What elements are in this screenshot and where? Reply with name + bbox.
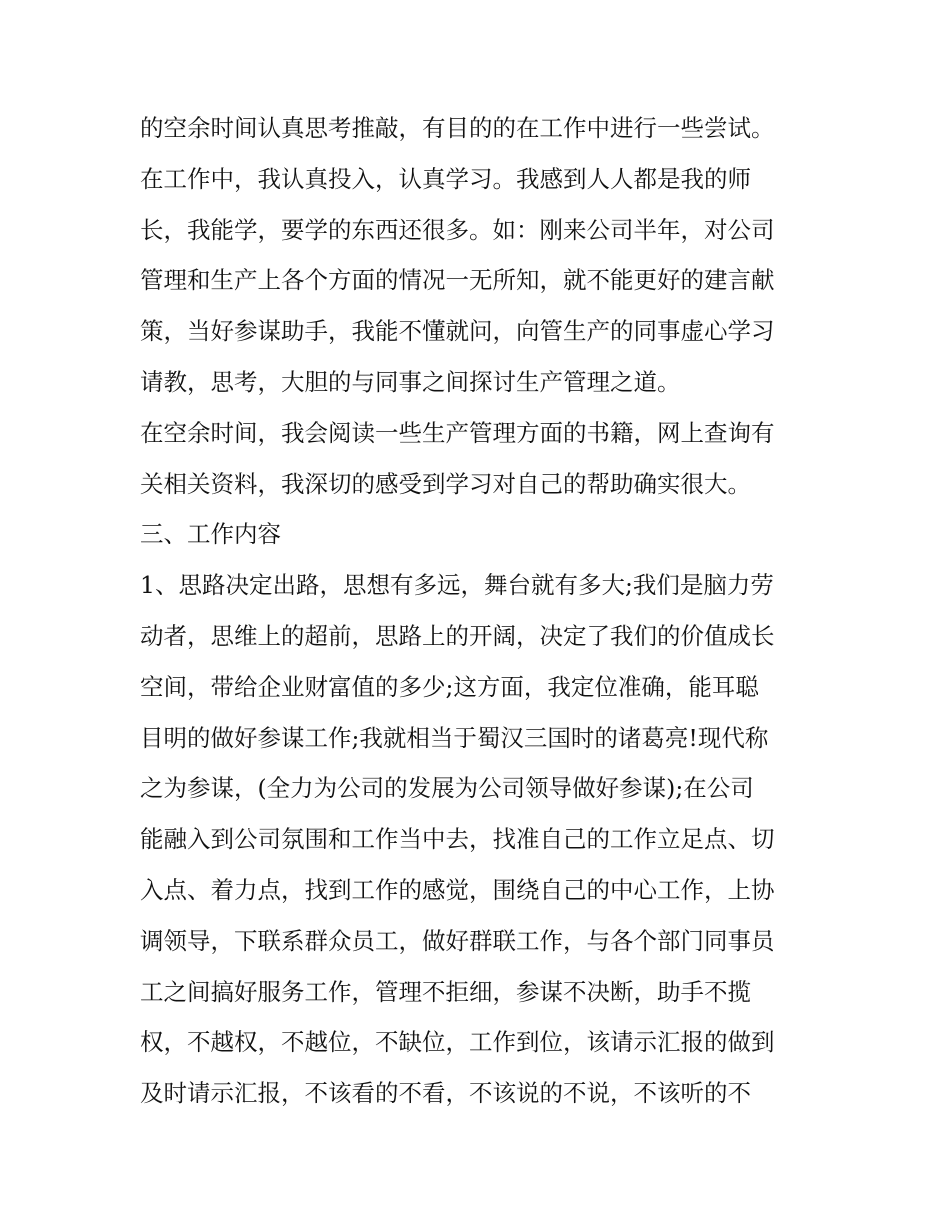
text-line: 入点、着力点，找到工作的感觉，围绕自己的中心工作，上协 [140, 875, 775, 904]
text-line: 之为参谋，(全力为公司的发展为公司领导做好参谋);在公司 [140, 774, 754, 803]
text-line: 关相关资料，我深切的感受到学习对自己的帮助确实很大。 [140, 469, 751, 498]
text-line: 目明的做好参谋工作;我就相当于蜀汉三国时的诸葛亮!现代称 [140, 723, 769, 752]
text-line: 动者，思维上的超前，思路上的开阔，决定了我们的价值成长 [140, 621, 775, 650]
text-line: 的空余时间认真思考推敲，有目的的在工作中进行一些尝试。 [140, 114, 775, 142]
text-line: 在工作中，我认真投入，认真学习。我感到人人都是我的师 [140, 164, 751, 193]
text-line: 策，当好参谋助手，我能不懂就问，向管生产的同事虚心学习 [140, 317, 775, 346]
text-line: 在空余时间，我会阅读一些生产管理方面的书籍，网上查询有 [140, 418, 775, 447]
text-line: 调领导，下联系群众员工，做好群联工作，与各个部门同事员 [140, 926, 775, 955]
text-line: 空间，带给企业财富值的多少;这方面，我定位准确，能耳聪 [140, 672, 759, 701]
text-line: 工之间搞好服务工作，管理不拒细，参谋不决断，助手不揽 [140, 977, 751, 1006]
text-line: 及时请示汇报，不该看的不看，不该说的不说，不该听的不 [140, 1079, 751, 1108]
text-line: 管理和生产上各个方面的情况一无所知，就不能更好的建言献 [140, 266, 775, 295]
section-heading: 三、工作内容 [140, 520, 281, 549]
text-line: 请教，思考，大胆的与同事之间探讨生产管理之道。 [140, 367, 681, 396]
text-line: 长，我能学，要学的东西还很多。如：刚来公司半年，对公司 [140, 215, 775, 244]
text-line: 权，不越权，不越位，不缺位，工作到位，该请示汇报的做到 [140, 1028, 775, 1057]
document-body [140, 103, 820, 1119]
text-line: 能融入到公司氛围和工作当中去，找准自己的工作立足点、切 [140, 825, 775, 854]
text-line: 1、思路决定出路，思想有多远，舞台就有多大;我们是脑力劳 [140, 571, 774, 600]
